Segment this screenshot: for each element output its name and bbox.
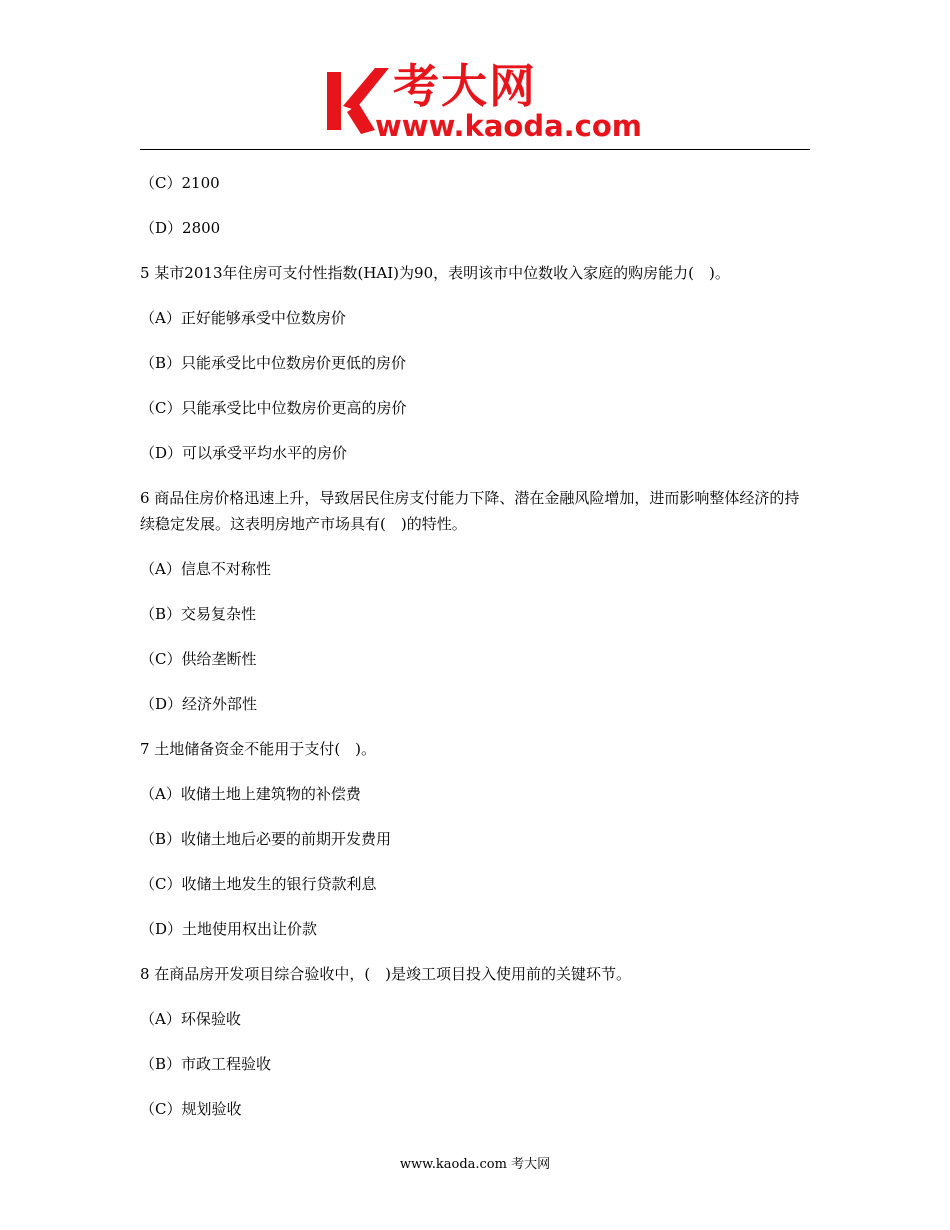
- option-line: （D）可以承受平均水平的房价: [140, 444, 348, 462]
- option-line: （D）2800: [140, 219, 221, 237]
- header-divider: [140, 149, 810, 150]
- option-line: （C）收储土地发生的银行贷款利息: [140, 875, 377, 893]
- option-line: （A）环保验收: [140, 1010, 241, 1028]
- option-line: （A）信息不对称性: [140, 560, 271, 578]
- page-footer: www.kaoda.com 考大网: [399, 1157, 551, 1172]
- option-line: （B）市政工程验收: [140, 1055, 272, 1073]
- kaoda-logo: [325, 60, 645, 142]
- option-line: （A）正好能够承受中位数房价: [140, 309, 346, 327]
- question-8-stem: 8 在商品房开发项目综合验收中，( )是竣工项目投入使用前的关键环节。: [140, 965, 632, 983]
- option-line: （B）交易复杂性: [140, 605, 257, 623]
- option-line: （A）收储土地上建筑物的补偿费: [140, 785, 361, 803]
- option-line: （D）土地使用权出让价款: [140, 920, 318, 938]
- option-line: （C）2100: [140, 174, 220, 192]
- logo-chinese-text: 考大网: [393, 59, 537, 113]
- option-line: （C）规划验收: [140, 1100, 242, 1118]
- option-line: （C）只能承受比中位数房价更高的房价: [140, 399, 407, 417]
- option-line: （B）只能承受比中位数房价更低的房价: [140, 354, 407, 372]
- question-5-stem: 5 某市2013年住房可支付性指数(HAI)为90，表明该市中位数收入家庭的购房能力( )。: [140, 264, 730, 282]
- logo-url-text: www.kaoda.com: [375, 109, 642, 143]
- option-line: （B）收储土地后必要的前期开发费用: [140, 830, 392, 848]
- option-line: （D）经济外部性: [140, 695, 258, 713]
- question-content: [140, 170, 812, 1122]
- option-line: （C）供给垄断性: [140, 650, 257, 668]
- question-6-stem: 6 商品住房价格迅速上升，导致居民住房支付能力下降、潜在金融风险增加，进而影响整体经济的持续稳定发展。这表明房地产市场具有( )的特性。: [140, 489, 800, 533]
- question-7-stem: 7 土地储备资金不能用于支付( )。: [140, 740, 377, 758]
